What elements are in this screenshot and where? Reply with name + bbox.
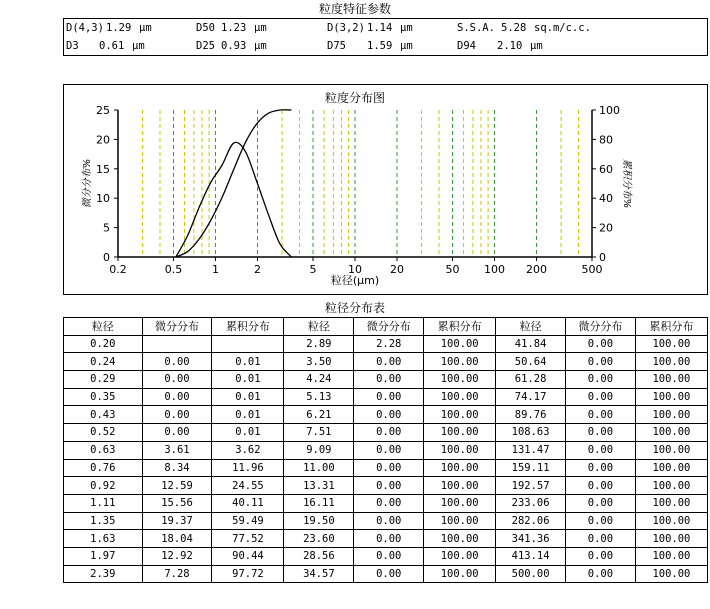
param-d32-value: 1.14	[367, 22, 393, 34]
table-cell: 282.06	[496, 512, 566, 530]
table-header-cell: 微分分布	[142, 318, 212, 336]
param-d25-value: 0.93	[221, 40, 247, 52]
table-row	[64, 547, 708, 565]
param-d43-value: 1.29	[106, 22, 132, 34]
table-row	[64, 494, 708, 512]
param-d25-unit: μm	[254, 40, 267, 52]
param-ssa-unit: sq.m/c.c.	[534, 22, 591, 34]
table-cell: 3.50	[284, 353, 354, 371]
y-axis-label-left: 微分分布%	[82, 158, 93, 209]
table-cell: 100.00	[635, 477, 707, 495]
table-cell: 77.52	[212, 530, 284, 548]
table-cell: 7.51	[284, 424, 354, 442]
table-header-cell: 累积分布	[212, 318, 284, 336]
table-cell: 131.47	[496, 441, 566, 459]
table-cell: 0.00	[354, 565, 424, 583]
table-header-cell: 粒径	[64, 318, 143, 336]
table-header-cell: 粒径	[284, 318, 354, 336]
table-cell: 1.11	[64, 494, 143, 512]
table-row	[64, 441, 708, 459]
table-cell: 1.63	[64, 530, 143, 548]
table-cell: 0.52	[64, 424, 143, 442]
param-d3-unit: μm	[132, 40, 145, 52]
x-tick-label: 2	[253, 263, 261, 276]
param-d75-label: D75	[327, 40, 346, 52]
x-tick-label: 50	[445, 263, 460, 276]
param-d32-unit: μm	[400, 22, 413, 34]
table-cell: 100.00	[635, 424, 707, 442]
table-cell: 0.00	[566, 371, 636, 389]
table-row	[64, 565, 708, 583]
table-cell: 0.63	[64, 441, 143, 459]
table-title: 粒径分布表	[324, 301, 385, 315]
table-cell: 100.00	[635, 494, 707, 512]
table-cell: 0.01	[212, 406, 284, 424]
table-cell: 24.55	[212, 477, 284, 495]
table-cell: 1.97	[64, 547, 143, 565]
table-cell: 100.00	[635, 512, 707, 530]
param-d94-unit: μm	[530, 40, 543, 52]
table-cell: 2.28	[354, 335, 424, 353]
y2-tick-label: 0	[599, 251, 606, 264]
table-row	[64, 388, 708, 406]
table-cell: 0.01	[212, 424, 284, 442]
table-cell: 0.29	[64, 371, 143, 389]
table-cell: 100.00	[635, 371, 707, 389]
table-cell: 0.00	[566, 353, 636, 371]
param-d50-unit: μm	[254, 22, 267, 34]
table-cell: 100.00	[424, 353, 496, 371]
table-cell: 90.44	[212, 547, 284, 565]
table-row	[64, 353, 708, 371]
table-cell: 12.59	[142, 477, 212, 495]
table-cell: 0.00	[354, 459, 424, 477]
table-cell: 0.00	[354, 547, 424, 565]
table-cell: 0.00	[566, 477, 636, 495]
y-tick-label: 25	[96, 104, 110, 117]
table-header-cell: 累积分布	[424, 318, 496, 336]
table-cell: 15.56	[142, 494, 212, 512]
param-d50-label: D50	[196, 22, 215, 34]
table-cell: 3.62	[212, 441, 284, 459]
table-cell: 100.00	[635, 547, 707, 565]
table-header-row	[64, 318, 708, 336]
x-tick-label: 200	[525, 263, 547, 276]
x-tick-label: 500	[581, 263, 603, 276]
table-cell: 0.00	[566, 335, 636, 353]
x-tick-label: 1	[212, 263, 220, 276]
distribution-table	[63, 317, 708, 583]
table-cell: 34.57	[284, 565, 354, 583]
table-cell: 74.17	[496, 388, 566, 406]
x-tick-label: 0.5	[164, 263, 183, 276]
y2-tick-label: 60	[599, 162, 613, 176]
table-row	[64, 424, 708, 442]
table-row	[64, 335, 708, 353]
param-d94-value: 2.10	[497, 40, 523, 52]
table-cell: 100.00	[635, 565, 707, 583]
table-row	[64, 406, 708, 424]
table-row	[64, 530, 708, 548]
param-d75-unit: μm	[400, 40, 413, 52]
table-row	[64, 477, 708, 495]
differential-distribution-line	[176, 142, 292, 257]
table-cell: 19.50	[284, 512, 354, 530]
table-cell: 61.28	[496, 371, 566, 389]
table-cell: 2.89	[284, 335, 354, 353]
table-cell: 108.63	[496, 424, 566, 442]
table-cell: 100.00	[635, 388, 707, 406]
table-cell: 89.76	[496, 406, 566, 424]
table-header-cell: 累积分布	[635, 318, 707, 336]
table-cell: 100.00	[635, 406, 707, 424]
param-title: 粒度特征参数	[318, 2, 391, 16]
x-tick-label: 10	[348, 263, 362, 276]
table-cell: 13.31	[284, 477, 354, 495]
table-cell: 0.00	[142, 388, 212, 406]
table-cell: 3.61	[142, 441, 212, 459]
table-cell: 0.00	[354, 441, 424, 459]
table-cell: 500.00	[496, 565, 566, 583]
table-cell: 0.01	[212, 388, 284, 406]
table-cell: 100.00	[635, 459, 707, 477]
table-cell: 0.00	[354, 424, 424, 442]
y2-tick-label: 20	[599, 221, 613, 235]
param-d75-value: 1.59	[367, 40, 393, 52]
table-cell: 0.00	[566, 565, 636, 583]
table-cell: 413.14	[496, 547, 566, 565]
table-cell: 233.06	[496, 494, 566, 512]
table-cell: 19.37	[142, 512, 212, 530]
param-d94-label: D94	[457, 40, 476, 52]
param-d3-label: D3	[66, 40, 79, 52]
y2-tick-label: 40	[599, 192, 613, 206]
table-cell: 100.00	[424, 371, 496, 389]
table-cell: 0.00	[354, 494, 424, 512]
param-ssa-label: S.S.A.	[457, 22, 495, 34]
table-cell: 50.64	[496, 353, 566, 371]
table-cell: 12.92	[142, 547, 212, 565]
table-cell: 41.84	[496, 335, 566, 353]
x-tick-label: 0.2	[109, 263, 127, 276]
param-d32-label: D(3,2)	[327, 22, 365, 34]
table-row	[64, 512, 708, 530]
table-cell: 100.00	[424, 441, 496, 459]
table-cell: 0.00	[354, 406, 424, 424]
param-d50-value: 1.23	[221, 22, 247, 34]
table-cell: 0.35	[64, 388, 143, 406]
y-tick-label: 20	[96, 133, 110, 147]
table-cell: 0.00	[354, 512, 424, 530]
table-cell: 192.57	[496, 477, 566, 495]
table-cell: 100.00	[424, 459, 496, 477]
table-cell: 0.00	[142, 371, 212, 389]
table-cell: 0.00	[354, 388, 424, 406]
table-cell: 6.21	[284, 406, 354, 424]
table-cell: 100.00	[424, 494, 496, 512]
table-cell: 100.00	[635, 335, 707, 353]
table-cell: 100.00	[424, 547, 496, 565]
table-cell: 0.00	[566, 512, 636, 530]
y-tick-label: 0	[103, 251, 110, 264]
table-cell: 0.00	[566, 547, 636, 565]
x-axis-label: 粒径(μm)	[330, 274, 380, 287]
table-cell: 11.00	[284, 459, 354, 477]
y2-tick-label: 100	[599, 104, 620, 117]
table-cell: 0.00	[566, 459, 636, 477]
param-d43-unit: μm	[139, 22, 152, 34]
table-cell: 4.24	[284, 371, 354, 389]
table-cell: 18.04	[142, 530, 212, 548]
table-cell: 0.00	[142, 406, 212, 424]
table-header-cell: 微分分布	[354, 318, 424, 336]
table-row	[64, 459, 708, 477]
table-cell: 159.11	[496, 459, 566, 477]
table-cell: 0.01	[212, 353, 284, 371]
table-cell: 8.34	[142, 459, 212, 477]
table-cell: 7.28	[142, 565, 212, 583]
table-cell: 0.00	[566, 388, 636, 406]
table-cell: 0.24	[64, 353, 143, 371]
table-cell: 100.00	[424, 477, 496, 495]
y-tick-label: 10	[96, 192, 110, 206]
table-cell: 100.00	[424, 388, 496, 406]
table-cell: 2.39	[64, 565, 143, 583]
table-cell: 100.00	[424, 512, 496, 530]
table-cell: 0.00	[142, 353, 212, 371]
params-panel	[63, 18, 708, 56]
table-header-cell: 微分分布	[566, 318, 636, 336]
table-cell: 5.13	[284, 388, 354, 406]
table-cell: 341.36	[496, 530, 566, 548]
table-cell: 16.11	[284, 494, 354, 512]
x-tick-label: 20	[389, 263, 404, 276]
table-cell: 100.00	[635, 353, 707, 371]
cumulative-distribution-line	[176, 110, 292, 257]
param-d3-value: 0.61	[99, 40, 125, 52]
table-cell: 28.56	[284, 547, 354, 565]
table-cell: 0.00	[566, 441, 636, 459]
table-cell: 0.00	[566, 530, 636, 548]
table-cell: 0.43	[64, 406, 143, 424]
y2-tick-label: 80	[599, 133, 613, 147]
distribution-chart	[64, 85, 707, 294]
y-axis-label-right: 累积分布%	[621, 158, 632, 209]
table-cell: 0.00	[354, 530, 424, 548]
table-cell: 40.11	[212, 494, 284, 512]
table-cell	[212, 335, 284, 353]
table-cell: 1.35	[64, 512, 143, 530]
table-cell: 100.00	[424, 530, 496, 548]
table-cell: 0.00	[566, 424, 636, 442]
table-cell: 59.49	[212, 512, 284, 530]
table-cell: 0.00	[354, 353, 424, 371]
table-cell: 11.96	[212, 459, 284, 477]
table-cell: 9.09	[284, 441, 354, 459]
y-tick-label: 5	[103, 221, 110, 235]
table-cell: 0.00	[354, 371, 424, 389]
chart-title: 粒度分布图	[324, 91, 386, 105]
table-cell: 100.00	[424, 424, 496, 442]
table-cell: 0.00	[566, 494, 636, 512]
param-d43-label: D(4,3)	[66, 22, 104, 34]
table-cell: 97.72	[212, 565, 284, 583]
table-cell: 100.00	[635, 530, 707, 548]
table-cell: 0.76	[64, 459, 143, 477]
table-cell: 0.01	[212, 371, 284, 389]
table-header-cell: 粒径	[496, 318, 566, 336]
table-cell: 100.00	[424, 406, 496, 424]
table-cell: 23.60	[284, 530, 354, 548]
param-ssa-value: 5.28	[501, 22, 527, 34]
y-tick-label: 15	[96, 162, 110, 176]
table-cell: 100.00	[424, 565, 496, 583]
table-cell: 0.92	[64, 477, 143, 495]
param-d25-label: D25	[196, 40, 215, 52]
x-tick-label: 100	[483, 263, 505, 276]
table-cell: 0.00	[566, 406, 636, 424]
table-cell: 100.00	[635, 441, 707, 459]
table-cell: 0.00	[142, 424, 212, 442]
table-cell: 0.00	[354, 477, 424, 495]
table-row	[64, 371, 708, 389]
table-cell: 100.00	[424, 335, 496, 353]
table-cell	[142, 335, 212, 353]
table-cell: 0.20	[64, 335, 143, 353]
x-tick-label: 5	[309, 263, 317, 276]
chart-panel	[63, 84, 708, 295]
